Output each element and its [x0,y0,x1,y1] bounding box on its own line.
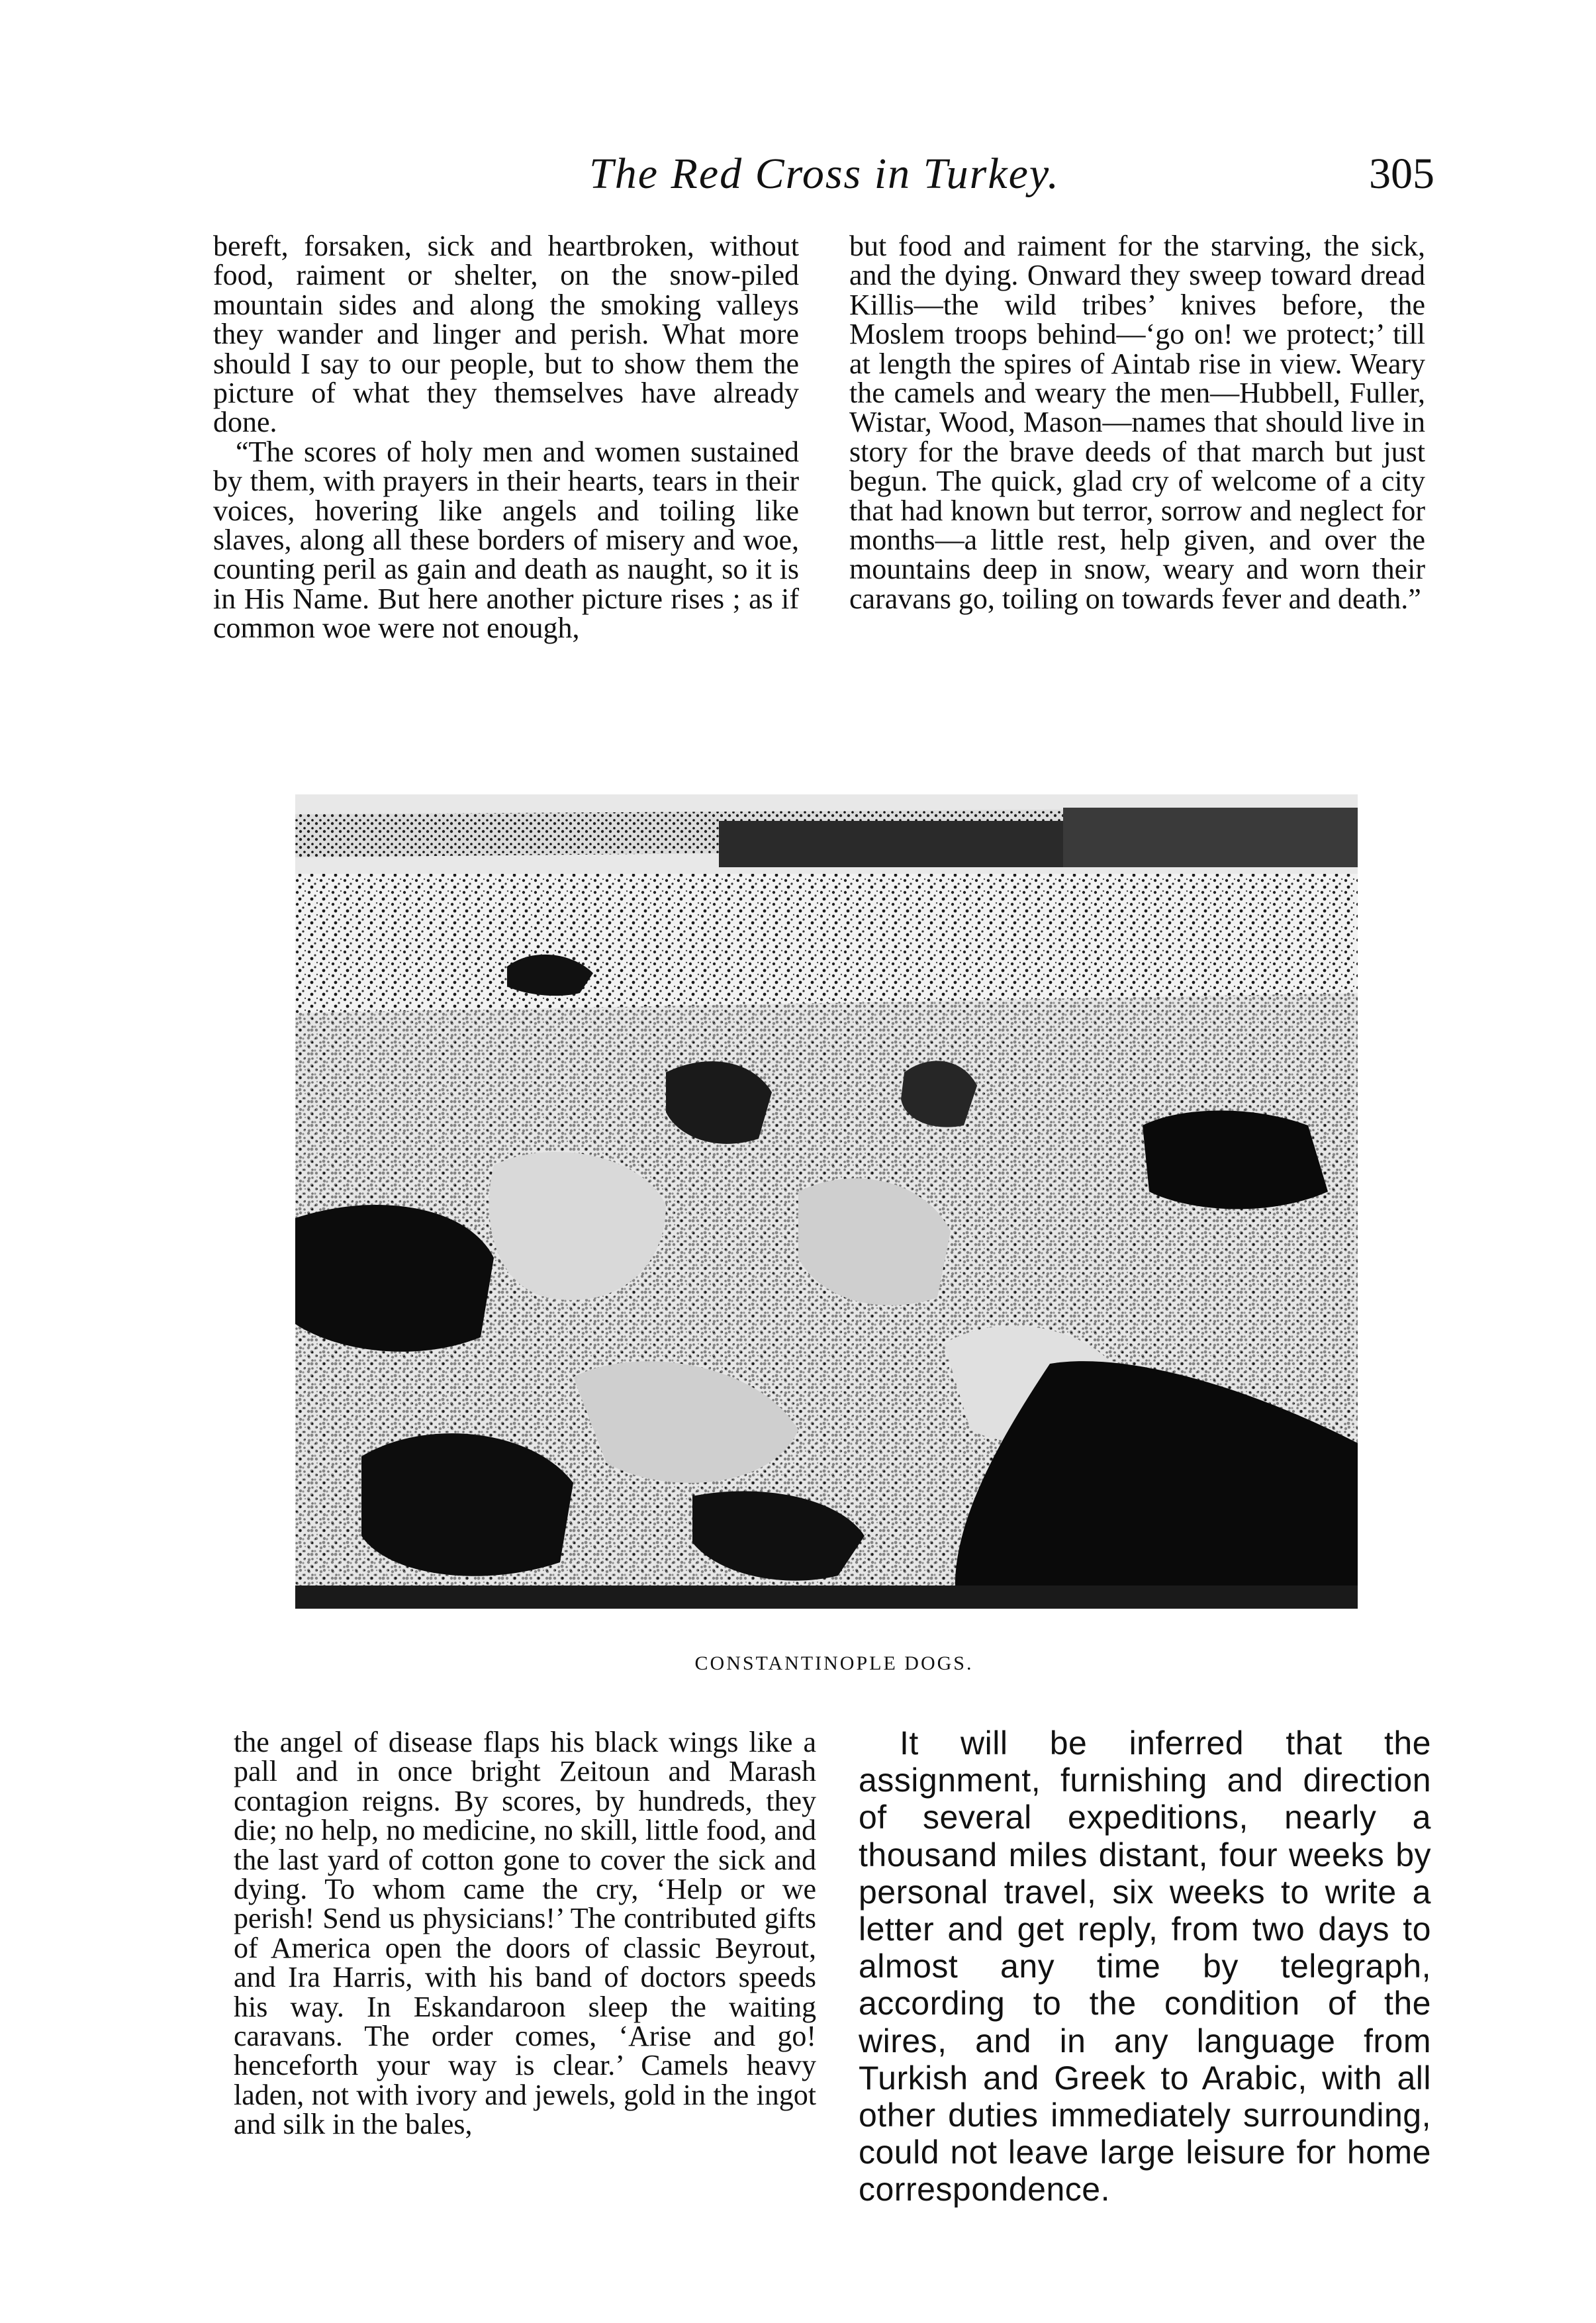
page-number: 305 [1369,150,1434,198]
dogs-photograph [295,794,1358,1609]
paragraph: the angel of disease flaps his black wings like a pall and in once bright Zeitoun and Marash contagion reigns. By scores, by hundreds, they die; no help, no medicine, no skill, little food, and the last yard of cotton gone to cover the sick and dying. To whom came the cry, ‘Help or we perish! Send us physicians!’ The contributed gifts of America open the doors of classic Beyrout, and Ira Harris, with his band of doctors speeds his way. In Eskandaroon sleep the waiting caravans. The order comes, ‘Arise and go! henceforth your way is clear.’ Camels heavy laden, not with ivory and jewels, gold in the ingot and silk in the bales, [234,1726,816,2141]
text-column-top-left [213,232,799,643]
text-column-top-right [849,232,1425,614]
text-column-bottom-right [859,1725,1431,2208]
paragraph: but food and raiment for the starving, the sick, and the dying. Onward they sweep toward dread Killis—the wild tribes’ knives before, the Moslem troops behind—‘go on! we protect;’ till at length the spires of Aintab rise in view. Weary the camels and weary the men—Hubbell, Fuller, Wistar, Wood, Mason—names that should live in story for the brave deeds of that march but just begun. The quick, glad cry of welcome of a city that had known but terror, sorrow and neglect for months—a little rest, help given, and over the mountains deep in snow, weary and worn their caravans go, toiling on towards fever and death.” [849,230,1425,615]
figure-caption: CONSTANTINOPLE DOGS. [694,1652,974,1674]
text-column-bottom-left [234,1728,816,2140]
paragraph: bereft, forsaken, sick and heartbroken, without food, raiment or shelter, on the snow-piled mountain sides and along the smoking valleys they wander and linger and perish. What more should I say to our people, but to show them the picture of what they themselves have already done. [213,230,799,439]
paragraph: It will be inferred that the assignment, furnishing and direction of several expeditions, nearly a thousand miles distant, four weeks by personal travel, six weeks to write a letter and get reply, from two days to almost any time by telegraph, according to the condition of the wires, and in any language from Turkish and Greek to Arabic, with all other duties immediately surrounding, could not leave large leisure for home correspondence. [859,1725,1431,2208]
paragraph: “The scores of holy men and women sustained by them, with prayers in their hearts, tears in their voices, hovering like angels and toiling like slaves, along all these borders of misery and woe, counting peril as gain and death as naught, so it is in His Name. But here another picture rises ; as if common woe were not enough, [213,435,799,645]
running-title: The Red Cross in Turkey. [589,150,1060,198]
